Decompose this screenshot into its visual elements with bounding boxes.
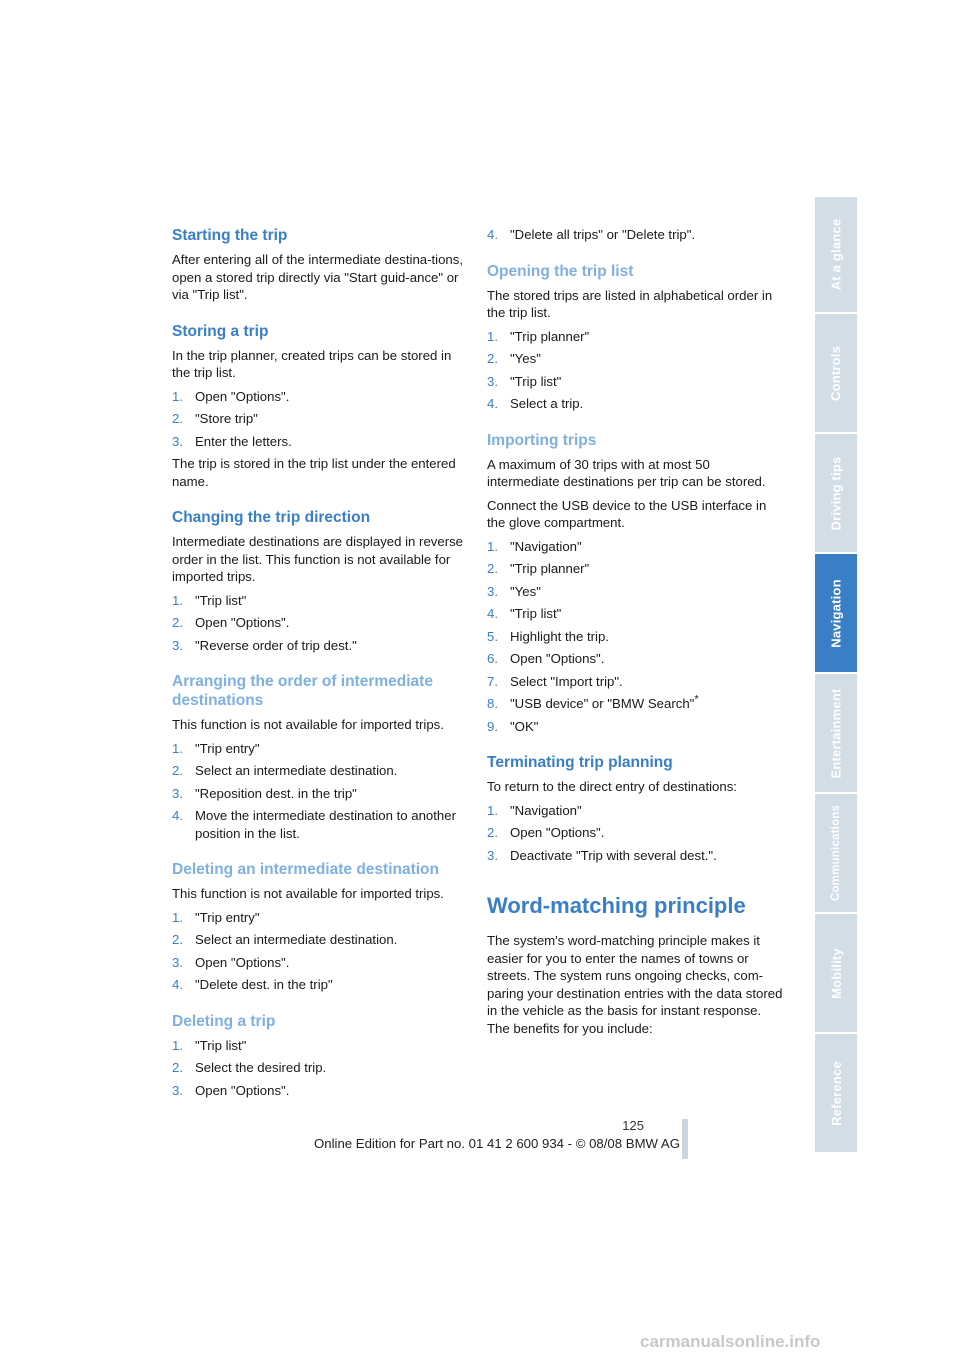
step-text: "Trip list": [510, 606, 562, 621]
paragraph: Connect the USB device to the USB interface in the glove compartment.: [487, 497, 767, 530]
list-item: [172, 909, 468, 927]
heading-storing-trip: Storing a trip: [172, 322, 269, 340]
step-number: 3.: [172, 954, 183, 970]
tab-communications[interactable]: [815, 794, 857, 912]
list-item: [172, 740, 468, 758]
step-text: "Navigation": [510, 538, 582, 554]
tab-label: Navigation: [828, 578, 844, 648]
section-opening-trip-list: [487, 262, 783, 413]
page-number: 125: [622, 1118, 644, 1133]
section-terminating: [487, 753, 783, 864]
list-item: [487, 718, 783, 736]
tab-at-a-glance[interactable]: [815, 197, 857, 312]
page-marker-bar: [682, 1119, 688, 1159]
steps-list: [487, 226, 783, 244]
list-item: [487, 328, 783, 346]
step-text: Open "Options".: [510, 651, 605, 666]
heading-arranging-order: Arranging the order of intermediate destinations: [172, 673, 433, 709]
list-item: [172, 785, 468, 803]
step-number: 1.: [172, 592, 183, 608]
steps-list: [172, 388, 468, 451]
heading-opening-trip-list: Opening the trip list: [487, 262, 634, 280]
step-text: Open "Options".: [195, 954, 290, 970]
list-item: [487, 802, 783, 820]
section-deleting-destination: [172, 860, 468, 994]
step-text: "Trip entry": [195, 740, 260, 756]
paragraph: To return to the direct entry of destinations:: [487, 779, 737, 794]
step-number: 3.: [172, 1082, 183, 1098]
paragraph: This function is not available for imported trips.: [172, 886, 444, 901]
list-item: [172, 1082, 468, 1100]
list-item: [487, 350, 783, 368]
heading-importing-trips: Importing trips: [487, 431, 597, 449]
step-text: "Delete dest. in the trip": [195, 977, 333, 992]
tab-mobility[interactable]: [815, 914, 857, 1032]
heading-starting-trip: Starting the trip: [172, 227, 288, 244]
list-item: [487, 847, 783, 865]
list-item: [172, 637, 468, 655]
section-arranging-order: [172, 672, 468, 842]
step-number: 1.: [487, 538, 498, 554]
step-number: 4.: [487, 606, 498, 621]
list-item: [487, 373, 783, 391]
step-number: 2.: [487, 825, 498, 840]
step-text: "Navigation": [510, 802, 582, 818]
section-importing-trips: [487, 431, 783, 736]
step-text: Open "Options".: [195, 615, 290, 630]
list-item: [172, 388, 468, 406]
heading-word-matching: Word-matching principle: [487, 893, 746, 918]
list-item: [172, 954, 468, 972]
step-number: 9.: [487, 718, 498, 734]
step-number: 1.: [487, 802, 498, 818]
steps-list: [487, 802, 783, 865]
list-item: [172, 592, 468, 610]
step-number: 3.: [172, 785, 183, 801]
watermark: carmanualsonline.info: [640, 1332, 821, 1351]
step-text: "Trip planner": [510, 328, 590, 344]
step-text: Deactivate "Trip with several dest.".: [510, 847, 717, 863]
section-word-matching: [487, 892, 783, 1037]
list-item: [172, 1037, 468, 1055]
tab-label: Communications: [830, 804, 842, 902]
step-number: 2.: [487, 561, 498, 576]
tab-label: Mobility: [828, 947, 844, 999]
step-text: "Yes": [510, 583, 541, 599]
step-text: "Reverse order of trip dest.": [195, 637, 357, 653]
step-number: 4.: [172, 977, 183, 992]
step-number: 1.: [172, 1037, 183, 1053]
list-item: [487, 695, 783, 713]
step-number: 3.: [487, 373, 498, 389]
list-item: [172, 807, 468, 842]
step-text: "Store trip": [195, 411, 258, 426]
step-text: Select the desired trip.: [195, 1060, 327, 1075]
list-item: [487, 650, 783, 668]
list-item: [487, 673, 783, 691]
list-item: [172, 976, 468, 994]
list-item: [487, 395, 783, 413]
list-item: [172, 614, 468, 632]
left-column: [172, 226, 468, 1117]
tab-label: Driving tips: [828, 456, 844, 530]
tab-label: Controls: [828, 345, 844, 401]
step-number: 1.: [172, 740, 183, 756]
step-number: 2.: [172, 932, 183, 947]
paragraph: Intermediate destinations are displayed in reverse order in the list. This function is not available for imported trips.: [172, 534, 464, 584]
step-number: 4.: [172, 808, 183, 823]
step-text: "Yes": [510, 351, 541, 366]
right-column: [487, 226, 783, 1055]
step-number: 2.: [172, 411, 183, 426]
step-number: 2.: [172, 615, 183, 630]
steps-list: [172, 740, 468, 843]
steps-list: [172, 592, 468, 655]
steps-list: [487, 328, 783, 413]
paragraph: In the trip planner, created trips can be stored in the trip list.: [172, 347, 452, 380]
step-number: 3.: [172, 637, 183, 653]
tab-reference[interactable]: [815, 1034, 857, 1152]
step-text: Select an intermediate destination.: [195, 932, 398, 947]
step-text: Select a trip.: [510, 396, 584, 411]
heading-deleting-destination: Deleting an intermediate destination: [172, 861, 439, 878]
list-item: [487, 824, 783, 842]
step-text: Open "Options".: [195, 1082, 290, 1098]
paragraph: After entering all of the intermediate destina-tions, open a stored trip directly via "Start guid-ance" or via "Trip list".: [172, 252, 464, 302]
step-text: "USB device" or "BMW Search": [510, 696, 695, 711]
step-text: Select "Import trip".: [510, 673, 623, 689]
step-number: 3.: [172, 433, 183, 449]
list-item: [487, 583, 783, 601]
step-number: 2.: [487, 351, 498, 366]
step-text: "Trip list": [195, 592, 247, 608]
asterisk-marker: *: [694, 693, 699, 706]
section-changing-direction: [172, 508, 468, 654]
heading-changing-direction: Changing the trip direction: [172, 509, 371, 526]
step-text: Enter the letters.: [195, 433, 292, 449]
step-text: Open "Options".: [510, 825, 605, 840]
paragraph: The system's word-matching principle makes it easier for you to enter the names of towns or streets. The system runs ongoing checks, com-paring your destination entries with the data stored in the vehicle as the basis for instant response. The benefits for you include:: [487, 933, 783, 1036]
step-text: "Delete all trips" or "Delete trip".: [510, 227, 696, 242]
list-item: [172, 762, 468, 780]
step-number: 6.: [487, 651, 498, 666]
footer-edition: Online Edition for Part no. 01 41 2 600 934 - © 08/08 BMW AG: [314, 1136, 680, 1151]
step-text: "Trip list": [195, 1037, 247, 1053]
step-number: 3.: [487, 583, 498, 599]
step-text: "OK": [510, 718, 539, 734]
step-text: Open "Options".: [195, 388, 290, 404]
step-number: 1.: [172, 388, 183, 404]
paragraph: This function is not available for imported trips.: [172, 717, 444, 732]
step-number: 4.: [487, 396, 498, 411]
list-item: [487, 560, 783, 578]
step-text: Highlight the trip.: [510, 628, 609, 644]
list-item: [487, 628, 783, 646]
step-text: Move the intermediate destination to another position in the list.: [195, 808, 456, 841]
tab-label: Reference: [828, 1060, 844, 1126]
step-text: Select an intermediate destination.: [195, 763, 398, 778]
tab-navigation[interactable]: [815, 554, 857, 672]
paragraph: The trip is stored in the trip list under the entered name.: [172, 456, 456, 489]
step-text: "Reposition dest. in the trip": [195, 785, 357, 801]
step-number: 8.: [487, 696, 498, 711]
step-text: "Trip list": [510, 373, 562, 389]
section-starting-trip: [172, 226, 468, 304]
step-number: 1.: [172, 909, 183, 925]
step-number: 4.: [487, 227, 498, 242]
steps-list: [487, 538, 783, 736]
step-number: 5.: [487, 628, 498, 644]
section-storing-trip: [172, 322, 468, 491]
step-text: "Trip planner": [510, 561, 590, 576]
steps-list: [172, 1037, 468, 1100]
paragraph: The stored trips are listed in alphabetical order in the trip list.: [487, 287, 773, 320]
paragraph: A maximum of 30 trips with at most 50 intermediate destinations per trip can be stored.: [487, 456, 766, 489]
list-item: [172, 433, 468, 451]
step-number: 1.: [487, 328, 498, 344]
list-item: [487, 226, 783, 244]
tab-controls[interactable]: [815, 314, 857, 432]
section-deleting-trip: [172, 1012, 468, 1100]
heading-deleting-trip: Deleting a trip: [172, 1012, 276, 1030]
steps-list: [172, 909, 468, 994]
list-item: [172, 410, 468, 428]
chapter-tabs: [815, 197, 857, 1154]
list-item: [172, 931, 468, 949]
tab-entertainment[interactable]: [815, 674, 857, 792]
step-text: "Trip entry": [195, 909, 260, 925]
heading-terminating: Terminating trip planning: [487, 754, 673, 771]
list-item: [487, 605, 783, 623]
step-number: 2.: [172, 763, 183, 778]
tab-driving-tips[interactable]: [815, 434, 857, 552]
tab-label: At a glance: [828, 218, 844, 291]
tab-label: Entertainment: [828, 687, 844, 779]
step-number: 7.: [487, 673, 498, 689]
step-number: 3.: [487, 847, 498, 863]
list-item: [487, 538, 783, 556]
list-item: [172, 1059, 468, 1077]
step-number: 2.: [172, 1060, 183, 1075]
